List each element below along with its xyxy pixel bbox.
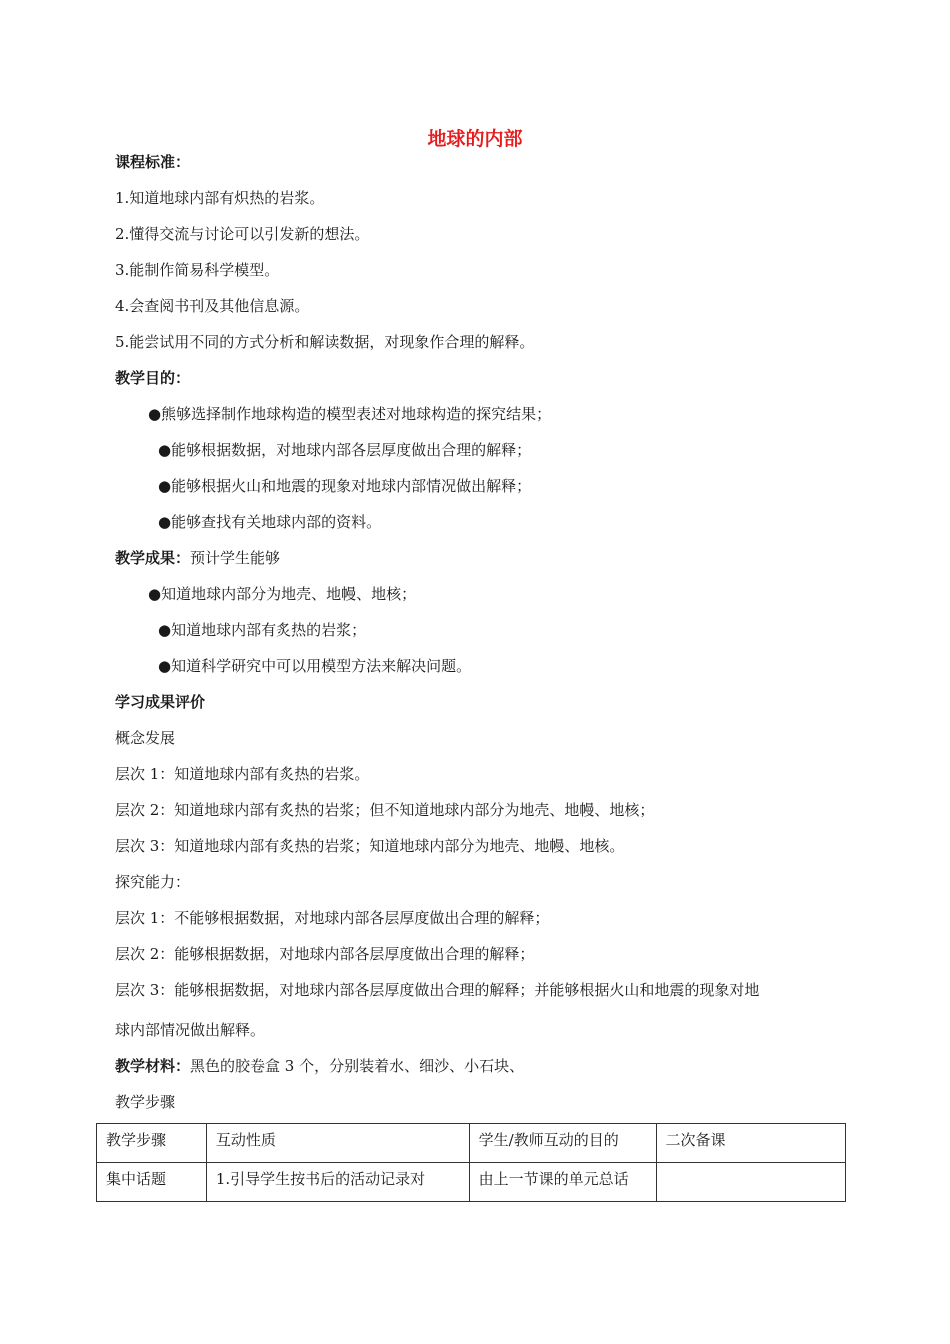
concept-level: 层次 2：知道地球内部有炙热的岩浆；但不知道地球内部分为地壳、地幔、地核； <box>115 801 655 819</box>
objective-item: ●能够根据数据，对地球内部各层厚度做出合理的解释； <box>158 441 532 459</box>
table-cell: 集中话题 <box>97 1163 207 1202</box>
standard-item: 2.懂得交流与讨论可以引发新的想法。 <box>115 225 370 243</box>
standard-item: 3.能制作简易科学模型。 <box>115 261 280 279</box>
table-header-cell: 互动性质 <box>206 1124 469 1163</box>
outcome-item: ●知道科学研究中可以用模型方法来解决问题。 <box>158 657 472 675</box>
materials-line <box>115 1056 524 1076</box>
objective-item: ●能够根据火山和地震的现象对地球内部情况做出解释； <box>158 477 532 495</box>
page-title: 地球的内部 <box>427 128 523 150</box>
steps-table <box>96 1123 846 1202</box>
objective-item: ●能够查找有关地球内部的资料。 <box>158 513 382 531</box>
objectives-heading: 教学目的： <box>115 369 191 387</box>
table-header-cell: 学生/教师互动的目的 <box>469 1124 656 1163</box>
standards-heading: 课程标准： <box>115 153 191 171</box>
inquiry-level: 层次 3：能够根据数据，对地球内部各层厚度做出合理的解释；并能够根据火山和地震的现象对地 <box>115 981 760 999</box>
outcomes-line <box>115 548 280 568</box>
materials-heading: 教学材料： <box>115 1057 191 1075</box>
concept-label: 概念发展 <box>115 729 176 747</box>
inquiry-level: 层次 1：不能够根据数据，对地球内部各层厚度做出合理的解释； <box>115 909 550 927</box>
table-header-row <box>97 1124 846 1163</box>
objective-item: ●熊够选择制作地球构造的模型表述对地球构造的探究结果； <box>148 405 552 423</box>
outcomes-heading: 教学成果： <box>115 549 191 567</box>
standard-item: 4.会查阅书刊及其他信息源。 <box>115 297 310 315</box>
table-cell: 1.引导学生按书后的活动记录对 <box>206 1163 469 1202</box>
steps-label: 教学步骤 <box>115 1093 176 1111</box>
table-cell <box>656 1163 845 1202</box>
standard-item: 1.知道地球内部有炽热的岩浆。 <box>115 189 325 207</box>
concept-level: 层次 1：知道地球内部有炙热的岩浆。 <box>115 765 370 783</box>
concept-level: 层次 3：知道地球内部有炙热的岩浆；知道地球内部分为地壳、地幔、地核。 <box>115 837 625 855</box>
table-cell: 由上一节课的单元总话 <box>469 1163 656 1202</box>
inquiry-level: 层次 2：能够根据数据，对地球内部各层厚度做出合理的解释； <box>115 945 535 963</box>
table-header-cell: 教学步骤 <box>97 1124 207 1163</box>
outcome-item: ●知道地球内部分为地壳、地幔、地核； <box>148 585 417 603</box>
outcomes-lead: 预计学生能够 <box>190 549 281 567</box>
table-header-cell: 二次备课 <box>656 1124 845 1163</box>
table-row <box>97 1163 846 1202</box>
outcome-item: ●知道地球内部有炙热的岩浆； <box>158 621 367 639</box>
standard-item: 5.能尝试用不同的方式分析和解读数据，对现象作合理的解释。 <box>115 333 535 351</box>
inquiry-level-continuation: 球内部情况做出解释。 <box>115 1021 266 1039</box>
materials-text: 黑色的胶卷盒 3 个，分别装着水、细沙、小石块、 <box>190 1057 525 1075</box>
evaluation-heading: 学习成果评价 <box>115 693 206 711</box>
inquiry-label: 探究能力： <box>115 873 191 891</box>
